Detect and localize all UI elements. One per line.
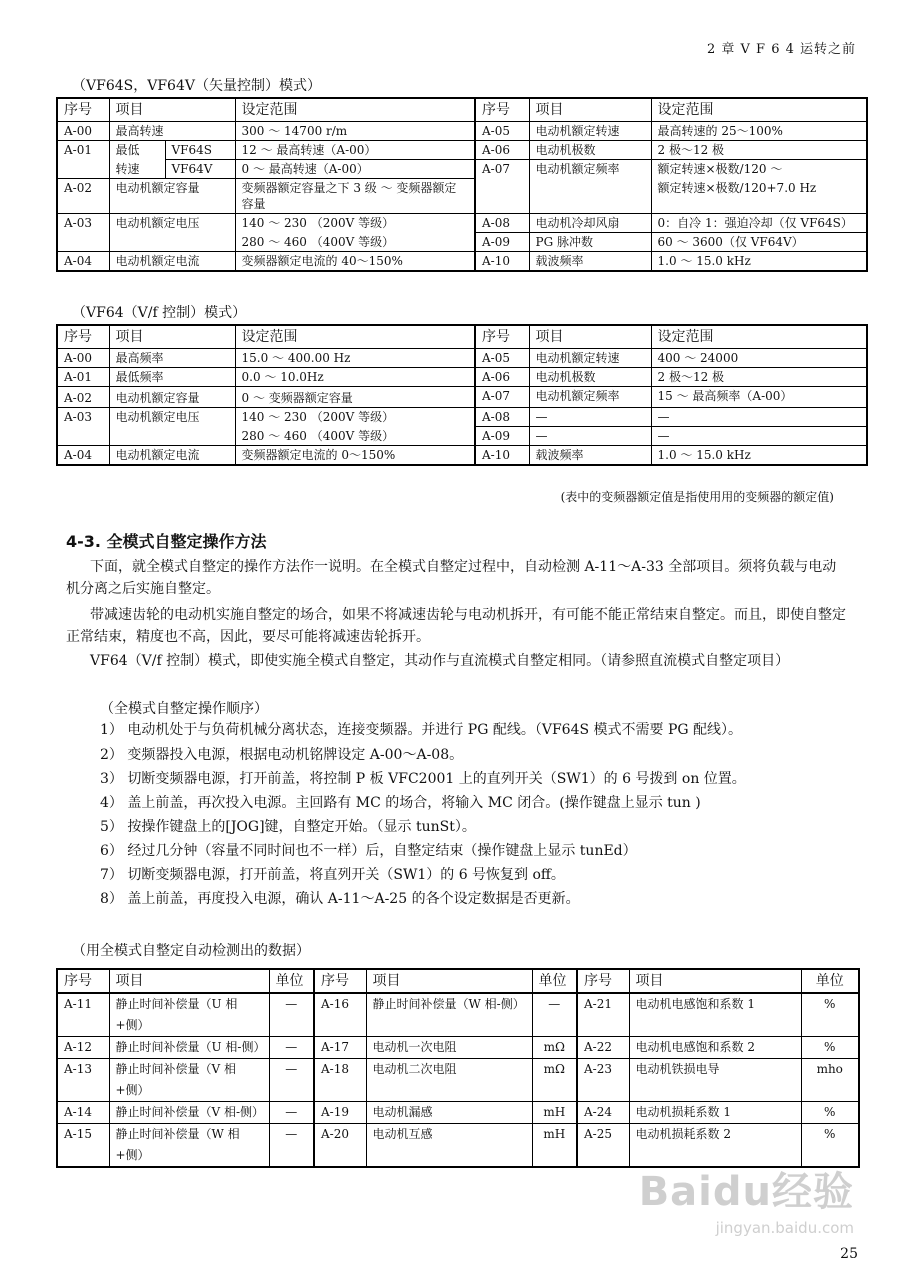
cell-item: 电动机漏感 xyxy=(366,1102,532,1124)
cell-no: A-10 xyxy=(475,446,529,466)
cell-item: 电动机极数 xyxy=(529,368,651,387)
header-item: 项目 xyxy=(529,325,651,349)
header-unit: 单位 xyxy=(269,969,314,993)
cell-range: 变频器额定电流的 0～150% xyxy=(235,446,475,466)
cell-range: 15.0 ～ 400.00 Hz xyxy=(235,349,475,368)
cell-range: 140 ～ 230 （200V 等级） xyxy=(235,214,475,233)
header-no: 序号 xyxy=(577,969,629,993)
table2-note: (表中的变频器额定值是指使用用的变频器的额定值) xyxy=(560,490,834,504)
cell-no: A-07 xyxy=(475,387,529,408)
cell-item: 转速 xyxy=(109,160,165,179)
section-title: 4-3. 全模式自整定操作方法 xyxy=(66,532,267,551)
cell-no: A-01 xyxy=(57,141,109,179)
header-item: 项目 xyxy=(529,98,651,122)
cell-range: 0.0 ～ 10.0Hz xyxy=(235,368,475,387)
table2-caption: （VF64（V/f 控制）模式） xyxy=(72,305,247,321)
cell-range: — xyxy=(651,427,867,446)
cell-no: A-21 xyxy=(577,993,629,1037)
cell-no: A-09 xyxy=(475,233,529,252)
cell-range: 280 ～ 460 （400V 等级） xyxy=(235,427,475,446)
cell-item: 最高转速 xyxy=(109,122,235,141)
cell-no: A-04 xyxy=(64,448,92,462)
watermark xyxy=(639,1160,854,1237)
cell-range: 140 ～ 230 （200V 等级） xyxy=(235,408,475,427)
cell-no: A-03 xyxy=(57,214,109,252)
cell-item: 静止时间补偿量（W 相-侧） xyxy=(366,993,532,1037)
cell-item: 电动机损耗系数 2 xyxy=(629,1124,801,1168)
step: 7） 切断变频器电源，打开前盖，将直列开关（SW1）的 6 号恢复到 off。 xyxy=(100,867,565,883)
cell-unit: mho xyxy=(801,1059,859,1102)
cell-unit: — xyxy=(269,1124,314,1168)
header-range: 设定范围 xyxy=(651,325,867,349)
cell-range: 300 ～ 14700 r/m xyxy=(235,122,475,141)
step: 3） 切断变频器电源，打开前盖，将控制 P 板 VFC2001 上的直列开关（SW1）的 6 号拨到 on 位置。 xyxy=(100,771,746,787)
step: 8） 盖上前盖，再度投入电源，确认 A-11～A-25 的各个设定数据是否更新。 xyxy=(100,891,580,907)
cell-no: A-05 xyxy=(475,349,529,368)
cell-range: 额定转速×极数/120+7.0 Hz xyxy=(651,179,867,214)
cell-item: 电动机铁损电导 xyxy=(629,1059,801,1102)
cell-item: 静止时间补偿量（V 相-侧） xyxy=(109,1102,269,1124)
watermark-logo: Baidu经验 xyxy=(638,1169,854,1215)
cell-unit: % xyxy=(801,993,859,1037)
cell-no: A-22 xyxy=(577,1037,629,1059)
header-item: 项目 xyxy=(109,969,269,993)
cell-item: 载波频率 xyxy=(529,446,651,466)
cell-range: 280 ～ 460 （400V 等级） xyxy=(235,233,475,252)
header-unit: 单位 xyxy=(801,969,859,993)
cell-unit: mΩ xyxy=(532,1059,577,1102)
cell-item: 电动机额定转速 xyxy=(529,349,651,368)
cell-no: A-11 xyxy=(57,993,109,1037)
cell-item: 最低频率 xyxy=(109,368,235,387)
watermark-url: jingyan.baidu.com xyxy=(715,1219,854,1237)
header-no: 序号 xyxy=(475,325,529,349)
header-item: 项目 xyxy=(109,325,235,349)
cell-no: A-08 xyxy=(475,214,529,233)
cell-item: 电动机损耗系数 1 xyxy=(629,1102,801,1124)
cell-unit: % xyxy=(801,1102,859,1124)
cell-no: A-12 xyxy=(57,1037,109,1059)
cell-item: 静止时间补偿量（V 相+侧） xyxy=(109,1059,269,1102)
cell-no: A-18 xyxy=(314,1059,366,1102)
header-no: 序号 xyxy=(314,969,366,993)
cell-no: A-20 xyxy=(314,1124,366,1168)
cell-unit: — xyxy=(269,993,314,1037)
cell-range: 400 ～ 24000 xyxy=(651,349,867,368)
cell-range: — xyxy=(651,408,867,427)
cell-range: 变频器额定容量之下 3 级 ～ 变频器额定容量 xyxy=(235,179,475,214)
cell-item: 电动机电感饱和系数 2 xyxy=(629,1037,801,1059)
cell-range: 0 ～ 最高转速（A-00） xyxy=(235,160,475,179)
cell-unit: mΩ xyxy=(532,1037,577,1059)
header-no: 序号 xyxy=(57,325,109,349)
header-no: 序号 xyxy=(57,969,109,993)
cell-unit: — xyxy=(532,993,577,1037)
header-no: 序号 xyxy=(57,98,109,122)
cell-no: A-00 xyxy=(57,122,109,141)
cell-item: 静止时间补偿量（W 相+侧） xyxy=(109,1124,269,1168)
cell-no: A-23 xyxy=(577,1059,629,1102)
cell-no: A-01 xyxy=(57,368,109,387)
step: 6） 经过几分钟（容量不同时间也不一样）后，自整定结束（操作键盘上显示 tunEd） xyxy=(100,843,637,859)
cell-item: 电动机额定容量 xyxy=(109,179,235,214)
table3-caption: （用全模式自整定自动检测出的数据） xyxy=(72,943,310,959)
cell-no: A-13 xyxy=(57,1059,109,1102)
cell-unit: % xyxy=(801,1037,859,1059)
header-range: 设定范围 xyxy=(235,98,475,122)
cell-range: 60 ～ 3600（仅 VF64V） xyxy=(651,233,867,252)
step: 5） 按操作键盘上的[JOG]键，自整定开始。（显示 tunSt）。 xyxy=(100,819,476,835)
page-header: 2 章 V F 6 4 运转之前 xyxy=(706,42,856,57)
table-row xyxy=(57,1102,859,1124)
cell-no: A-15 xyxy=(64,1127,92,1141)
cell-item: 电动机额定电流 xyxy=(109,252,235,272)
cell-item: 电动机额定容量 xyxy=(109,389,235,408)
header-unit: 单位 xyxy=(532,969,577,993)
cell-no: A-04 xyxy=(64,254,92,268)
cell-item: 电动机互感 xyxy=(366,1124,532,1168)
cell-item: — xyxy=(529,427,651,446)
cell-no: A-09 xyxy=(475,427,529,446)
paragraph: 下面，就全模式自整定的操作方法作一说明。在全模式自整定过程中，自动检测 A-11～A-33 全部项目。须将负载与电动机分离之后实施自整定。 xyxy=(66,559,837,597)
cell-item: 最低 xyxy=(109,141,165,160)
cell-item: PG 脉冲数 xyxy=(529,233,651,252)
paragraph: 带减速齿轮的电动机实施自整定的场合，如果不将减速齿轮与电动机拆开，有可能不能正常结束自整定。而且，即使自整定正常结束，精度也不高，因此，要尽可能将减速齿轮拆开。 xyxy=(66,607,846,645)
cell-item: 电动机额定电压 xyxy=(109,214,235,252)
cell-item: 电动机冷却风扇 xyxy=(529,214,651,233)
cell-no: A-24 xyxy=(577,1102,629,1124)
cell-no: A-07 xyxy=(475,160,529,179)
cell-item: — xyxy=(529,408,651,427)
cell-item: 最高频率 xyxy=(109,349,235,368)
cell-no: A-14 xyxy=(57,1102,109,1124)
cell-no: A-02 xyxy=(57,179,109,214)
cell-item: 静止时间补偿量（U 相+侧） xyxy=(109,993,269,1037)
cell-no: A-05 xyxy=(475,122,529,141)
cell-sub: VF64V xyxy=(165,160,235,179)
table1-caption: （VF64S，VF64V（矢量控制）模式） xyxy=(72,78,321,94)
cell-sub: VF64S xyxy=(165,141,235,160)
cell-range: 2 极～12 极 xyxy=(651,141,867,160)
cell-unit: — xyxy=(269,1059,314,1102)
step: 2） 变频器投入电源，根据电动机铭牌设定 A-00～A-08。 xyxy=(100,747,464,763)
cell-no: A-17 xyxy=(314,1037,366,1059)
cell-range: 额定转速×极数/120 ～ xyxy=(651,160,867,179)
cell-unit: % xyxy=(801,1124,859,1168)
cell-no: A-25 xyxy=(577,1124,629,1168)
cell-range: 12 ～ 最高转速（A-00） xyxy=(235,141,475,160)
cell-unit: — xyxy=(269,1102,314,1124)
cell-item: 电动机一次电阻 xyxy=(366,1037,532,1059)
cell-item: 电动机二次电阻 xyxy=(366,1059,532,1102)
cell-item: 电动机额定电流 xyxy=(109,446,235,466)
cell-unit: — xyxy=(269,1037,314,1059)
steps-title: （全模式自整定操作顺序） xyxy=(100,701,268,717)
cell-no: A-10 xyxy=(475,252,529,272)
cell-range: 0：自冷 1：强迫冷却（仅 VF64S） xyxy=(651,214,867,233)
cell-no: A-19 xyxy=(314,1102,366,1124)
header-range: 设定范围 xyxy=(651,98,867,122)
cell-item: 电动机极数 xyxy=(529,141,651,160)
table2 xyxy=(56,324,868,466)
header-item: 项目 xyxy=(366,969,532,993)
cell-item: 电动机额定频率 xyxy=(529,387,651,408)
table-row xyxy=(57,993,859,1037)
step: 1） 电动机处于与负荷机械分离状态，连接变频器。并进行 PG 配线。（VF64S 模式不需要 PG 配线）。 xyxy=(100,722,743,738)
cell-no: A-06 xyxy=(475,141,529,160)
cell-no: A-06 xyxy=(475,368,529,387)
table1 xyxy=(56,97,868,272)
cell-range: 15 ～ 最高频率（A-00） xyxy=(651,387,867,408)
cell-range: 2 极～12 极 xyxy=(651,368,867,387)
cell-no: A-02 xyxy=(57,389,109,408)
cell-item: 电动机额定频率 xyxy=(529,160,651,179)
header-item: 项目 xyxy=(629,969,801,993)
cell-item: 载波频率 xyxy=(529,252,651,272)
page-number: 25 xyxy=(840,1246,858,1262)
header-item: 项目 xyxy=(109,98,235,122)
paragraph: VF64（V/f 控制）模式，即使实施全模式自整定，其动作与直流模式自整定相同。（请参照直流模式自整定项目） xyxy=(90,653,790,669)
cell-no: A-08 xyxy=(475,408,529,427)
header-no: 序号 xyxy=(475,98,529,122)
cell-no: A-16 xyxy=(314,993,366,1037)
cell-item: 电动机电感饱和系数 1 xyxy=(629,993,801,1037)
cell-no: A-03 xyxy=(57,408,109,446)
step: 4） 盖上前盖，再次投入电源。主回路有 MC 的场合，将输入 MC 闭合。(操作键盘上显示 tun ) xyxy=(100,795,701,811)
cell-range: 最高转速的 25～100% xyxy=(651,122,867,141)
cell-range: 0 ～ 变频器额定容量 xyxy=(235,389,475,408)
table-row xyxy=(57,1037,859,1059)
cell-no: A-00 xyxy=(57,349,109,368)
header-range: 设定范围 xyxy=(235,325,475,349)
cell-unit: mH xyxy=(532,1102,577,1124)
cell-range: 变频器额定电流的 40～150% xyxy=(235,252,475,272)
table3 xyxy=(56,968,860,1168)
cell-range: 1.0 ～ 15.0 kHz xyxy=(651,446,867,466)
table-row xyxy=(57,1059,859,1102)
cell-unit: mH xyxy=(532,1124,577,1168)
cell-item: 电动机额定电压 xyxy=(109,408,235,446)
cell-item: 电动机额定转速 xyxy=(529,122,651,141)
cell-item: 静止时间补偿量（U 相-侧） xyxy=(109,1037,269,1059)
cell-range: 1.0 ～ 15.0 kHz xyxy=(651,252,867,272)
